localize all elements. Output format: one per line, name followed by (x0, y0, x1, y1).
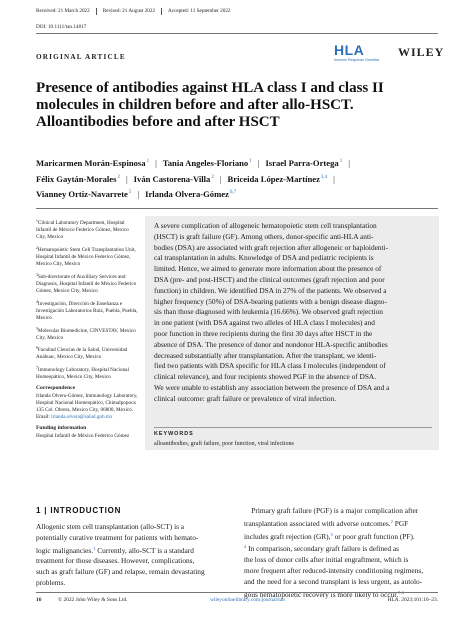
funding-text: Hospital Infantil de México Federico Gómez (36, 433, 130, 439)
author-name[interactable]: Israel Parra-Ortega (265, 158, 339, 168)
body-line: more frequent after reduced-intensity conditioning regimens, (244, 565, 424, 575)
body-line: the loss of donor cells after initial engraftment, which is (244, 555, 409, 565)
abstract-line: sis than those diagnosed with leukemia (16.66%). We observed graft rejection (154, 307, 383, 317)
author-name[interactable]: Iván Castorena-Villa (133, 173, 211, 184)
journal-logo-mark: HLA (334, 42, 365, 58)
keywords-divider (154, 427, 432, 428)
affiliation: $^4$Investigación, Dirección de Enseñanza e Investigación Laboratorios Ruiz, Puebla, Puebla, Mexico (36, 299, 138, 321)
author-divider (36, 208, 438, 209)
author-separator: | (137, 189, 140, 200)
abstract-line: function) in children. We identified DSA in 27% of the patients. We observed a (154, 285, 387, 295)
author-separator: | (125, 173, 128, 184)
citation-link[interactable]: 4 (244, 544, 247, 550)
abstract-line: higher frequency (50%) of DSA-bearing patients with a benign disease diagno- (154, 296, 387, 306)
author-list (36, 155, 446, 202)
abstract-line: poor function in three recipients during the first 30 days after HSCT in the (154, 328, 373, 338)
citation-link[interactable]: 5,6 (398, 589, 404, 595)
abstract-line: clinical outcome: graft failure or prevalence of viral infection. (154, 393, 337, 403)
abstract-line: DSA (pre- and post-HSCT) and the clinical outcomes (graft rejection and poor (154, 274, 385, 284)
body-line: Allogenic stem cell transplantation (allo-SCT) is a (36, 522, 185, 531)
author-separator: | (348, 158, 350, 168)
author-affiliation-ref[interactable]: 2 (211, 174, 214, 180)
title-line: Alloantibodies before and after HSCT (36, 114, 280, 130)
body-line: potentially curative treatment for patients with hemato- (36, 532, 199, 542)
affiliation: $^5$Molecular Biomedicine, CINVESTAV, Mexico City, Mexico (36, 326, 136, 341)
body-line: transplantation associated with adverse outcomes.$^2$ PGF (244, 518, 409, 528)
author-name[interactable]: Félix Gaytán-Morales (36, 173, 117, 184)
funding-heading: Funding information (36, 424, 87, 431)
body-line: problems. (36, 577, 66, 587)
body-line: includes graft rejection (GR),$^3$ or poor graft function (PF). (244, 531, 415, 541)
title-line: molecules in children before and after allo-HSCT. (36, 97, 354, 113)
author-separator: | (257, 158, 260, 168)
journal-citation: HLA. 2023;101:16–23. (387, 597, 438, 603)
correspondence-text: Irlanda Olvera-Gómez, Immunology Laboratory, Hospital Nacional Homeopático, Chimalpopoca 135 Col. Obrera, Mexico City, 06800, Mexico. Email: irlanda.olvera@salud.gob.mx (36, 392, 138, 421)
author-separator: | (333, 173, 335, 184)
keywords-list: alloantibodies, graft failure, poor function, viral infections (154, 441, 294, 447)
affiliation: $^6$Facultad Ciencias de la Salud, Universidad Anáhuac, Mexico City, Mexico (36, 346, 128, 361)
author-affiliation-ref[interactable]: 1 (146, 159, 150, 164)
affiliation: $^1$Clinical Laboratory Department, Hospital Infantil de México Federico Gómez, Mexico City, Mexico (36, 219, 129, 241)
keywords-heading: KEYWORDS (154, 431, 194, 437)
body-line: gous hematopoietic recovery is more likely to occur.$^{5,6}$ (244, 589, 404, 599)
abstract-line: clinical relevance), and four recipients showed PGF in the absence of DSA. (154, 372, 377, 382)
abstract-line: (HSCT) is graft failure (GF). Among others, donor-specific anti-HLA anti- (154, 231, 374, 241)
copyright: © 2022 John Wiley & Sons Ltd. (58, 597, 128, 603)
journal-url-link[interactable]: wileyonlinelibrary.com/journal/tan (210, 597, 285, 603)
abstract-line: bodies (DSA) are associated with graft rejection after allogeneic or haploidenti- (154, 242, 389, 252)
accepted-date: Accepted: 11 September 2022 (161, 8, 236, 15)
doi[interactable]: DOI: 10.1111/tan.14817 (36, 24, 87, 30)
revised-date: Revised: 21 August 2022 (96, 8, 161, 15)
author-name[interactable]: Maricarmen Morán-Espinosa (36, 158, 146, 168)
correspondence-email-link[interactable]: irlanda.olvera@salud.gob.mx (51, 414, 113, 421)
abstract-line: A severe complication of allogeneic hematopoietic stem cell transplantation (154, 221, 377, 230)
publisher-logo: WILEY (398, 45, 445, 59)
author-affiliation-ref[interactable]: 3,4 (320, 174, 328, 180)
affiliation: $^7$Immunology Laboratory, Hospital Nacional Homeopático, Mexico City, Mexico (36, 366, 129, 381)
received-date: Received: 21 March 2022 (36, 8, 90, 14)
abstract-line: decreased substantially after transplantation. After the transplant, we identi- (154, 350, 377, 360)
abstract-line: fied two patients with DSA specific for HLA class I molecules (independent of (154, 361, 386, 371)
author-separator: | (155, 158, 157, 168)
author-line (36, 155, 446, 171)
abstract-line: We were unable to establish any association between the presence of DSA and a (154, 382, 390, 392)
author-name[interactable]: Irlanda Olvera-Gómez (145, 189, 229, 200)
intro-left-column (36, 522, 232, 589)
section-heading-introduction: 1 | INTRODUCTION (36, 506, 122, 515)
citation-link[interactable]: 1 (93, 545, 96, 551)
dates-bar (36, 8, 438, 15)
abstract-line: in one patient (with DSA against two alleles of HLA class I molecules) and (154, 318, 375, 328)
abstract-line: absence of DSA. The presence of donor and nondonor HLA-specific antibodies (154, 339, 388, 349)
article-type: ORIGINAL ARTICLE (36, 53, 126, 61)
affiliation: $^3$Sub-directorate of Auxilliary Services and Diagnosis, Hospital Infantil de México Federico Gómez, Mexico City, Mexico (36, 272, 137, 294)
body-line: and the need for a second transplant is less urgent, as autolo- (244, 576, 423, 586)
abstract-line: cal transplantation in adults. Knowledge of DSA and pediatric recipients is (154, 253, 374, 263)
body-line: treatment for those diseases. However, complications, (36, 556, 195, 566)
body-line: logic malignancies.$^1$ Currently, allo-SCT is a standard (36, 545, 194, 555)
author-name[interactable]: Briceida López-Martínez (227, 173, 320, 184)
author-line (36, 186, 446, 202)
article-title (36, 80, 446, 131)
correspondence-heading: Correspondence (36, 384, 76, 391)
author-affiliation-ref[interactable]: 5 (128, 190, 132, 196)
body-line: Primary graft failure (PGF) is a major complication after (251, 506, 419, 515)
journal-logo (334, 43, 379, 62)
abstract-line: limited. Hence, we aimed to generate more information about the presence of (154, 264, 382, 274)
author-affiliation-ref[interactable]: 2 (117, 174, 120, 180)
author-separator: | (219, 173, 222, 184)
affiliation: $^2$Hematopoietic Stem Cell Transplantation Unit, Hospital Infantil de México Federico Gómez, Mexico City, Mexico (36, 245, 136, 268)
affiliations-column (36, 218, 138, 444)
page-number: 16 (36, 597, 42, 603)
body-line: such as graft failure (GF) and relapse, remain devastating (36, 567, 205, 577)
journal-logo-subtitle: Immune Response Genetics (334, 58, 380, 62)
citation-link[interactable]: 2 (390, 518, 393, 524)
author-name[interactable]: Tania Angeles-Floriano (162, 158, 249, 168)
author-affiliation-ref[interactable]: 1 (249, 159, 252, 164)
author-affiliation-ref[interactable]: 1 (339, 159, 343, 164)
body-line: $^4$ In comparison, secondary graft failure is defined as (244, 544, 400, 554)
author-line (36, 171, 446, 187)
abstract (154, 221, 432, 405)
top-divider (36, 33, 438, 34)
citation-link[interactable]: 3 (330, 531, 333, 537)
title-line: Presence of antibodies against HLA class I and class II (36, 80, 384, 96)
author-affiliation-ref[interactable]: 6,7 (229, 190, 237, 196)
author-name[interactable]: Vianney Ortiz-Navarrete (36, 189, 128, 200)
intro-right-column (244, 506, 440, 600)
